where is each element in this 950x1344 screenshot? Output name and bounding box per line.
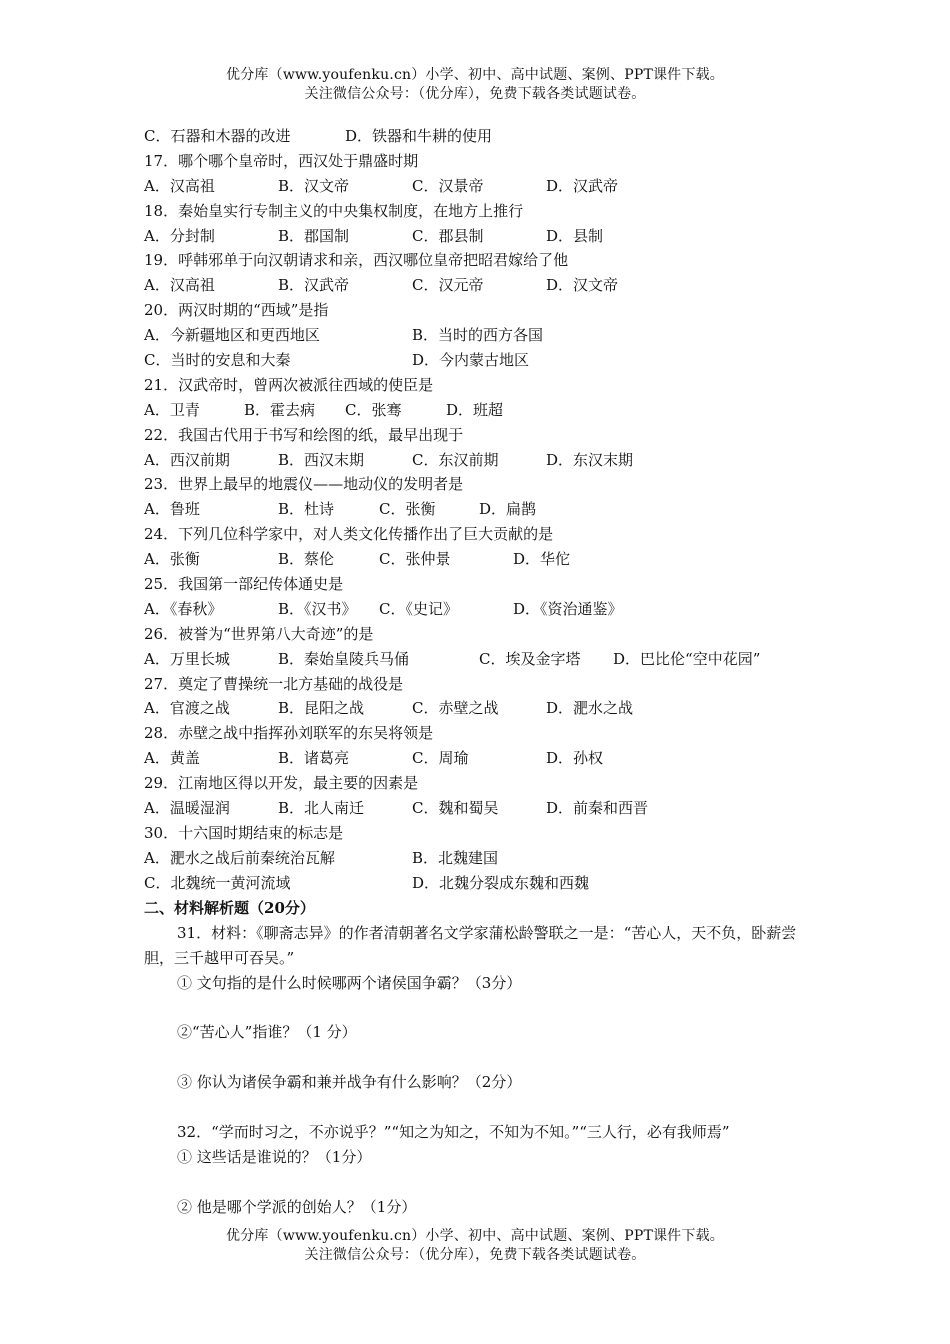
q32-sub-question-2: ② 他是哪个学派的创始人？（1分）	[177, 1197, 417, 1216]
q18-option-a: A．分封制	[144, 226, 215, 245]
q19-option-b: B．汉武帝	[278, 276, 350, 295]
q31-sub-question-3: ③ 你认为诸侯争霸和兼并战争有什么影响？（2分）	[177, 1073, 522, 1092]
q17-option-c: C．汉景帝	[412, 176, 484, 195]
q30-stem: 30．十六国时期结束的标志是	[144, 823, 344, 842]
q23-option-a: A．鲁班	[144, 500, 200, 519]
q20-option-b: B．当时的西方各国	[412, 326, 544, 345]
q18-options-row	[144, 224, 824, 249]
q23-option-b: B．杜诗	[278, 500, 335, 519]
q27-option-b: B．昆阳之战	[278, 699, 365, 718]
q28-option-b: B．诸葛亮	[278, 749, 350, 768]
q28-stem: 28．赤壁之战中指挥孙刘联军的东吴将领是	[144, 724, 434, 743]
q27-option-d: D．淝水之战	[546, 699, 634, 718]
header-line-2: 关注微信公众号：（优分库），免费下载各类试题试卷。	[304, 86, 646, 102]
q18-option-b: B．郡国制	[278, 226, 350, 245]
q22-option-c: C．东汉前期	[412, 450, 499, 469]
footer-line-1: 优分库（www.youfenku.cn）小学、初中、高中试题、案例、PPT课件下载。	[226, 1228, 724, 1244]
header-line-1: 优分库（www.youfenku.cn）小学、初中、高中试题、案例、PPT课件下载。	[226, 67, 724, 83]
q29-option-b: B．北人南迁	[278, 799, 365, 818]
footer-line-2: 关注微信公众号：（优分库），免费下载各类试题试卷。	[304, 1247, 646, 1263]
answer-space	[144, 1095, 824, 1120]
q31-material: 31．材料：《聊斋志异》的作者清朝著名文学家蒲松龄警联之一是：“苦心人，天不负，卧薪尝胆，三千越甲可吞吴。”	[144, 923, 797, 967]
q30-option-a: A．淝水之战后前秦统治瓦解	[144, 848, 335, 867]
exam-content	[144, 124, 824, 1220]
q27-option-a: A．官渡之战	[144, 699, 230, 718]
q28-options-row	[144, 746, 824, 771]
q25-option-b: B．《汉书》	[278, 599, 357, 618]
q27-options-row	[144, 696, 824, 721]
q25-option-c: C．《史记》	[379, 599, 458, 618]
q31-sub-question-1: ① 文句指的是什么时候哪两个诸侯国争霸？（3分）	[177, 973, 522, 992]
q16-option-c: C．石器和木器的改进	[144, 127, 291, 145]
q24-stem: 24．下列几位科学家中，对人类文化传播作出了巨大贡献的是	[144, 525, 554, 544]
q16-option-d: D．铁器和牛耕的使用	[345, 127, 493, 145]
q17-stem: 17．哪个哪个皇帝时，西汉处于鼎盛时期	[144, 151, 419, 170]
q25-option-a: A．《春秋》	[144, 599, 223, 618]
q29-option-d: D．前秦和西晋	[546, 799, 649, 818]
q20-options-row-1	[144, 323, 824, 348]
q26-option-b: B．秦始皇陵兵马俑	[278, 649, 410, 668]
q25-option-d: D．《资治通鉴》	[513, 599, 623, 618]
q25-options-row	[144, 597, 824, 622]
q25-stem: 25．我国第一部纪传体通史是	[144, 575, 344, 594]
q23-option-c: C．张衡	[379, 500, 436, 519]
q23-options-row	[144, 497, 824, 522]
section-2-title: 二、材料解析题（20分）	[144, 898, 315, 917]
q17-option-d: D．汉武帝	[546, 176, 619, 195]
q19-options-row	[144, 273, 824, 298]
q22-stem: 22．我国古代用于书写和绘图的纸，最早出现于	[144, 425, 464, 444]
answer-space	[144, 1170, 824, 1195]
answer-space	[144, 1045, 824, 1070]
q30-option-c: C．北魏统一黄河流域	[144, 873, 291, 892]
q30-options-row-1	[144, 846, 824, 871]
q27-stem: 27．奠定了曹操统一北方基础的战役是	[144, 674, 404, 693]
q17-option-a: A．汉高祖	[144, 176, 215, 195]
q24-options-row	[144, 547, 824, 572]
q32-sub-question-1: ① 这些话是谁说的？（1分）	[177, 1148, 372, 1167]
q29-option-a: A．温暖湿润	[144, 799, 230, 818]
q30-option-d: D．北魏分裂成东魏和西魏	[412, 873, 590, 892]
q22-option-a: A．西汉前期	[144, 450, 230, 469]
q20-option-a: A．今新疆地区和更西地区	[144, 326, 320, 345]
q18-option-c: C．郡县制	[412, 226, 484, 245]
answer-space	[144, 995, 824, 1020]
q19-stem: 19．呼韩邪单于向汉朝请求和亲，西汉哪位皇帝把昭君嫁给了他	[144, 251, 569, 270]
q27-option-c: C．赤壁之战	[412, 699, 499, 718]
q30-options-row-2	[144, 871, 824, 896]
q26-options-row	[144, 647, 824, 672]
q29-option-c: C．魏和蜀吴	[412, 799, 499, 818]
q29-options-row	[144, 796, 824, 821]
q19-option-d: D．汉文帝	[546, 276, 619, 295]
q32-material: 32．“学而时习之，不亦说乎？”“知之为知之，不知为不知。”“三人行，必有我师焉”	[177, 1123, 730, 1142]
q19-option-c: C．汉元帝	[412, 276, 484, 295]
q20-option-d: D．今内蒙古地区	[412, 351, 530, 370]
q20-stem: 20．两汉时期的“西域”是指	[144, 301, 329, 320]
q26-option-c: C．埃及金字塔	[479, 649, 581, 668]
q17-option-b: B．汉文帝	[278, 176, 350, 195]
q22-options-row	[144, 448, 824, 473]
q21-option-a: A．卫青	[144, 400, 200, 419]
q26-option-a: A．万里长城	[144, 649, 230, 668]
q24-option-b: B．蔡伦	[278, 550, 335, 569]
q28-option-a: A．黄盖	[144, 749, 200, 768]
q21-option-b: B．霍去病	[244, 400, 316, 419]
q21-option-d: D．班超	[446, 400, 504, 419]
q19-option-a: A．汉高祖	[144, 276, 215, 295]
q28-option-c: C．周瑜	[412, 749, 469, 768]
q24-option-d: D．华佗	[513, 550, 571, 569]
q29-stem: 29．江南地区得以开发，最主要的因素是	[144, 774, 419, 793]
q26-stem: 26．被誉为“世界第八大奇迹”的是	[144, 624, 374, 643]
q23-option-d: D．扁鹊	[479, 500, 537, 519]
q18-stem: 18．秦始皇实行专制主义的中央集权制度，在地方上推行	[144, 201, 524, 220]
q21-options-row	[144, 398, 824, 423]
q22-option-d: D．东汉末期	[546, 450, 634, 469]
q30-option-b: B．北魏建国	[412, 848, 499, 867]
q24-option-c: C．张仲景	[379, 550, 451, 569]
page-footer	[0, 1227, 950, 1265]
q26-option-d: D．巴比伦“空中花园”	[613, 649, 761, 668]
q21-option-c: C．张骞	[345, 400, 402, 419]
q28-option-d: D．孙权	[546, 749, 604, 768]
q17-options-row	[144, 174, 824, 199]
q16-options-row	[144, 124, 824, 149]
q18-option-d: D．县制	[546, 226, 604, 245]
q20-option-c: C．当时的安息和大秦	[144, 351, 291, 370]
q24-option-a: A．张衡	[144, 550, 200, 569]
page-header	[0, 66, 950, 104]
q20-options-row-2	[144, 348, 824, 373]
q21-stem: 21．汉武帝时，曾两次被派往西域的使臣是	[144, 375, 434, 394]
q31-sub-question-2: ②“苦心人”指谁？（1 分）	[177, 1023, 357, 1042]
q23-stem: 23．世界上最早的地震仪——地动仪的发明者是	[144, 475, 464, 494]
q22-option-b: B．西汉末期	[278, 450, 365, 469]
